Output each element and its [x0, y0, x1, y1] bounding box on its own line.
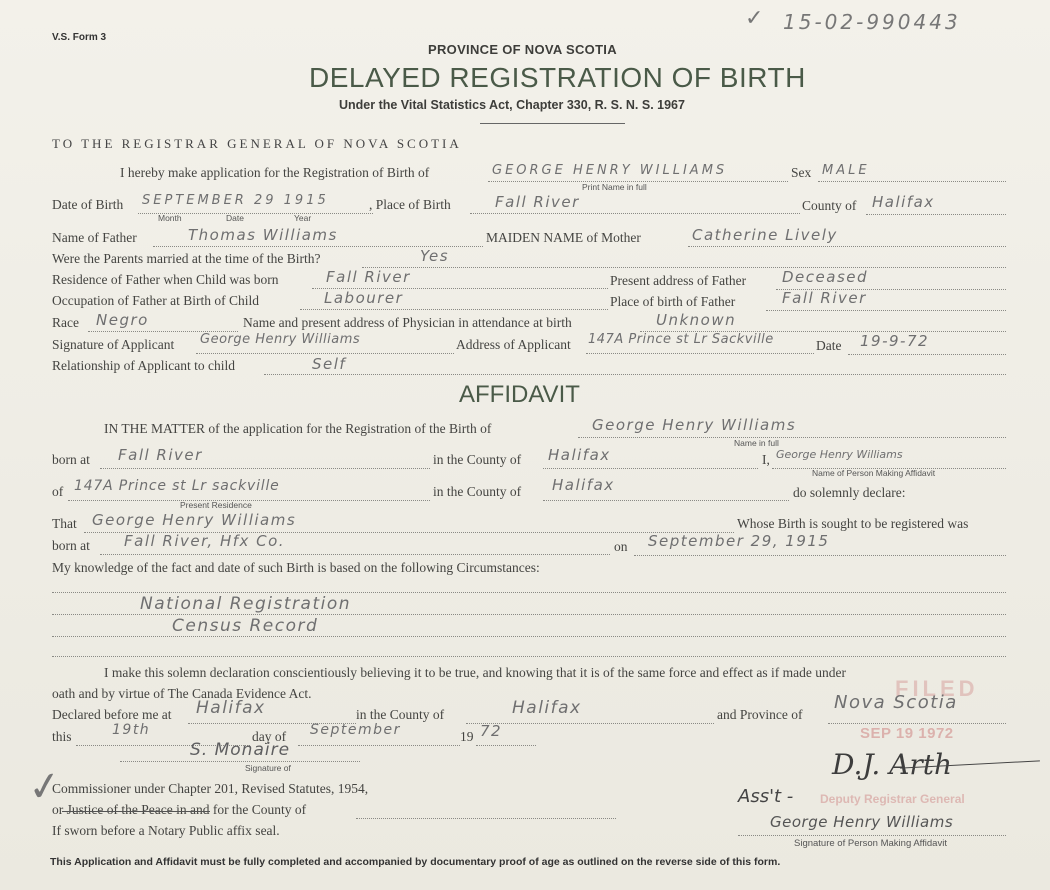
label-address: Address of Applicant	[456, 337, 571, 352]
label-father: Name of Father	[52, 230, 137, 245]
label-on: on	[614, 539, 628, 554]
page-title: DELAYED REGISTRATION OF BIRTH	[309, 62, 806, 93]
label-day-of: day of	[252, 729, 287, 744]
strike-justice	[62, 811, 210, 812]
label-date: Date	[816, 338, 842, 353]
label-year-prefix: 19	[460, 729, 474, 744]
sex-value: MALE	[822, 163, 870, 178]
address-value: 147A Prince st Lr Sackville	[588, 332, 774, 347]
label-present-father: Present address of Father	[610, 273, 747, 288]
place-of-birth-value: Fall River	[495, 193, 580, 211]
field-line	[300, 309, 608, 310]
field-line	[120, 761, 360, 762]
field-line	[828, 723, 1006, 724]
field-line	[818, 181, 1006, 182]
label-occupation: Occupation of Father at Birth of Child	[52, 293, 259, 308]
label-declare: do solemnly declare:	[793, 485, 906, 500]
occupation-value: Labourer	[324, 289, 404, 307]
label-dob: Date of Birth	[52, 197, 124, 212]
hint-signature-of: Signature of	[245, 763, 291, 773]
born-at2-value: Fall River, Hfx Co.	[124, 532, 286, 550]
born-at-value: Fall River	[118, 446, 203, 464]
label-that: That	[52, 516, 77, 531]
affidavit-heading: AFFIDAVIT	[459, 381, 580, 408]
label-notary: If sworn before a Notary Public affix seal.	[52, 823, 280, 838]
field-line	[298, 745, 460, 746]
field-line	[543, 468, 758, 469]
hint-deponent-signature: Signature of Person Making Affidavit	[794, 838, 947, 849]
label-county: County of	[802, 198, 857, 213]
field-line	[362, 267, 1006, 268]
assistant-prefix: Ass't -	[738, 786, 794, 807]
label-i: I,	[762, 452, 770, 467]
label-born-at: born at	[52, 452, 90, 467]
label-apply: I hereby make application for the Registration of Birth of	[120, 165, 430, 180]
day-value: 19th	[112, 722, 151, 738]
that-value: George Henry Williams	[92, 511, 297, 529]
field-line	[100, 554, 610, 555]
county2-value: Halifax	[552, 476, 615, 494]
commissioner-signature: S. Monaire	[190, 740, 291, 760]
label-born-at2: born at	[52, 538, 90, 553]
field-line	[52, 592, 1006, 593]
solemn-text-1: I make this solemn declaration conscientiously believing it to be true, and knowing that it is of the same force and effect as if made under	[104, 665, 847, 680]
label-married: Were the Parents married at the time of the Birth?	[52, 251, 321, 266]
race-value: Negro	[96, 311, 149, 329]
header-rule	[480, 123, 625, 124]
deponent-signature: George Henry Williams	[770, 813, 954, 831]
county1-value: Halifax	[548, 446, 611, 464]
label-sex: Sex	[791, 165, 812, 180]
dob-value: SEPTEMBER 29 1915	[142, 193, 329, 208]
circumstance-2: Census Record	[172, 616, 319, 636]
field-line	[738, 835, 1006, 836]
stamp-date: SEP 19 1972	[860, 725, 954, 742]
pob-father-value: Fall River	[782, 289, 867, 307]
field-line	[52, 656, 1006, 657]
hint-print-name: Print Name in full	[582, 182, 647, 192]
file-number-check-icon: ✓	[745, 6, 766, 31]
stamp-filed: FILED	[895, 676, 979, 701]
footer-note: This Application and Affidavit must be fully completed and accompanied by documentary proof of age as outlined on the reverse side of this form.	[50, 856, 781, 868]
hint-deponent: Name of Person Making Affidavit	[812, 468, 936, 478]
hint-year: Year	[294, 213, 312, 223]
signature-applicant-value: George Henry Williams	[200, 332, 361, 347]
field-line	[766, 310, 1006, 311]
residence-father-value: Fall River	[326, 268, 411, 286]
field-line	[848, 354, 1006, 355]
label-declared-before: Declared before me at	[52, 707, 172, 722]
present-father-value: Deceased	[782, 268, 869, 286]
label-race: Race	[52, 315, 79, 330]
matter-name-value: George Henry Williams	[592, 416, 797, 434]
relationship-value: Self	[312, 355, 347, 373]
hint-month: Month	[158, 213, 182, 223]
field-line	[356, 818, 616, 819]
field-line	[543, 500, 789, 501]
label-signature-applicant: Signature of Applicant	[52, 337, 175, 352]
field-line	[196, 353, 454, 354]
label-physician: Name and present address of Physician in attendance at birth	[243, 315, 572, 330]
check-mark-icon: ✓	[24, 761, 65, 813]
label-place-of-birth: , Place of Birth	[369, 197, 451, 212]
label-in-county3: in the County of	[356, 707, 445, 722]
field-line	[52, 614, 1006, 615]
deponent-value: George Henry Williams	[776, 448, 903, 461]
field-line	[578, 437, 1006, 438]
label-province: and Province of	[717, 707, 803, 722]
field-line	[866, 214, 1006, 215]
file-number: 15-02-990443	[783, 10, 961, 34]
form-number: V.S. Form 3	[52, 32, 107, 43]
label-matter: IN THE MATTER of the application for the Registration of the Birth of	[104, 421, 492, 436]
label-justice: or Justice of the Peace in and for the County of	[52, 802, 307, 817]
hint-name-full: Name in full	[734, 438, 779, 448]
province-heading: PROVINCE OF NOVA SCOTIA	[428, 42, 617, 57]
county3-value: Halifax	[512, 698, 582, 718]
label-commissioner: Commissioner under Chapter 201, Revised Statutes, 1954,	[52, 781, 369, 796]
month-value: September	[310, 722, 401, 738]
field-line	[470, 213, 800, 214]
label-whose-birth: Whose Birth is sought to be registered was	[737, 516, 969, 531]
stamp-deputy-registrar: Deputy Registrar General	[820, 792, 965, 806]
field-line	[634, 555, 1006, 556]
field-line	[586, 353, 814, 354]
mother-value: Catherine Lively	[692, 226, 838, 244]
label-relationship: Relationship of Applicant to child	[52, 358, 235, 373]
label-mother: MAIDEN NAME of Mother	[486, 230, 641, 245]
field-line	[688, 246, 1006, 247]
residence-value: 147A Prince st Lr sackville	[74, 478, 280, 494]
field-line	[52, 636, 1006, 637]
circumstance-1: National Registration	[140, 594, 352, 614]
hint-date: Date	[226, 213, 244, 223]
label-in-county2: in the County of	[433, 484, 522, 499]
year-value: 72	[480, 722, 503, 740]
father-value: Thomas Williams	[188, 226, 338, 244]
label-knowledge: My knowledge of the fact and date of such Birth is based on the following Circumstances:	[52, 560, 540, 575]
hint-residence: Present Residence	[180, 500, 252, 510]
field-line	[466, 723, 714, 724]
married-value: Yes	[420, 247, 450, 265]
child-name-value: GEORGE HENRY WILLIAMS	[492, 163, 728, 178]
label-of: of	[52, 484, 64, 499]
declared-at-value: Halifax	[196, 698, 266, 718]
label-this: this	[52, 729, 72, 744]
deputy-signature: D.J. Arth	[832, 748, 953, 781]
field-line	[264, 374, 1006, 375]
county-value: Halifax	[872, 193, 935, 211]
to-registrar: TO THE REGISTRAR GENERAL OF NOVA SCOTIA	[52, 136, 462, 151]
on-date-value: September 29, 1915	[648, 532, 830, 550]
page-subtitle: Under the Vital Statistics Act, Chapter 330, R. S. N. S. 1967	[339, 98, 685, 112]
solemn-text-2: oath and by virtue of The Canada Evidence Act.	[52, 686, 312, 701]
label-in-county: in the County of	[433, 452, 522, 467]
label-pob-father: Place of birth of Father	[610, 294, 736, 309]
field-line	[100, 468, 430, 469]
province-value: Nova Scotia	[834, 692, 958, 713]
label-residence-father: Residence of Father when Child was born	[52, 272, 279, 287]
date-value: 19-9-72	[860, 332, 930, 350]
field-line	[476, 745, 536, 746]
physician-value: Unknown	[656, 311, 737, 329]
